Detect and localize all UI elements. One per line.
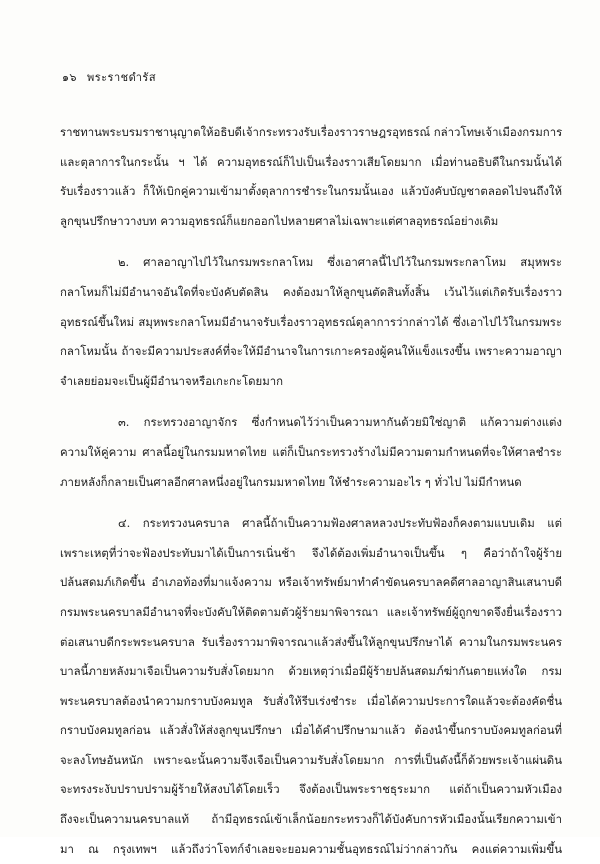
text-line: ๔. กระทรวงนครบาล ศาลนี้ถ้าเป็นความฟ้องศาลหลวงประทับฟ้องก็คงตามแบบเดิม แต่ — [118, 516, 562, 531]
text-line: ภายหลังก็กลายเป็นศาลอีกศาลหนึ่งอยู่ในกรมมหาดไทย ให้ชำระความอะไร ๆ ทั่วไป ไม่มีกำหนด — [60, 474, 522, 489]
body-text — [60, 118, 562, 864]
paragraph-1 — [60, 118, 562, 236]
text-line: พระนครบาลต้องนำความกราบบังคมทูล รับสั่งให้รีบเร่งชำระ เมื่อได้ความประการใดแล้วจะต้องคัดชื่น — [60, 693, 562, 708]
running-title: พระราชดำรัส — [86, 71, 157, 84]
page-number: ๑๖ — [62, 71, 77, 84]
paragraph-4 — [60, 509, 562, 864]
text-line: กลาโหมนั้น ถ้าจะมีความประสงค์ที่จะให้มีอำนาจในการเกาะครองผู้คนให้แข็งแรงขึ้น เพราะความอาญา — [60, 344, 562, 359]
text-line: ปล้นสดมภ์เกิดขึ้น อำเภอท้องที่มาแจ้งความ หรือเจ้าทรัพย์มาทำคำขัดนครบาลคดีศาลอาญาสินเสนาบดี — [60, 575, 562, 590]
text-line: บาลนี้ภายหลังมาเจือเป็นความรับสั่งโดยมาก ด้วยเหตุว่าเมื่อมีผู้ร้ายปล้นสดมภ์ฆ่ากันตายแห่งใด กรม — [60, 664, 562, 679]
text-line: มา ณ กรุงเทพฯ แล้วถึงว่าโจทก์จำเลยจะยอมความชั้นอุทธรณ์ไม่ว่ากล่าวกัน คงแต่ความเพิ่มขึ้น — [60, 841, 562, 856]
text-line: ๒. ศาลอาญาไปไว้ในกรมพระกลาโหม ซึ่งเอาศาลนี้ไปไว้ในกรมพระกลาโหม สมุหพระ — [118, 255, 562, 270]
text-line: กรมพระนครบาลมีอำนาจที่จะบังคับให้ติดตามตัวผู้ร้ายมาพิจารณา และเจ้าทรัพย์ผู้ถูกขาดจึงยื่นเรื่องราว — [60, 604, 562, 619]
text-line: ราชทานพระบรมราชานุญาตให้อธิบดีเจ้ากระทรวงรับเรื่องราวราษฎรอุทธรณ์ กล่าวโทษเจ้าเมืองกรมการ — [60, 125, 562, 139]
text-line: เพราะเหตุที่ว่าจะฟ้องประทับมาได้เป็นการเนิ่นช้า จึงได้ต้องเพิ่มอำนาจเป็นขึ้น ๆ คือว่าถ้าใจผู้ร้าย — [60, 545, 562, 560]
text-line: ต่อเสนาบดีกระพระนครบาล รับเรื่องราวมาพิจารณาแล้วส่งขึ้นให้ลูกขุนปรึกษาได้ ความในกรมพระนคร — [60, 634, 562, 649]
text-line: ถึงจะเป็นความนครบาลแท้ ถ้ามีอุทธรณ์เข้าเล็กน้อยกระทรวงก็ได้บังคับการหัวเมืองนั้นเรียกความเข้า — [60, 812, 562, 827]
text-line: จะทรงระงับปราบปรามผู้ร้ายให้สงบได้โดยเร็ว จึงต้องเป็นพระราชธุระมาก แต่ถ้าเป็นความหัวเมือง — [60, 782, 562, 797]
text-line: รับเรื่องราวแล้ว ก็ให้เบิกคู่ความเข้ามาตั้งตุลาการชำระในกรมนั้นเอง แล้วบังคับบัญชาตลอดไปจนถึงให้ — [60, 184, 562, 199]
paragraph-2 — [60, 248, 562, 396]
text-line: และตุลาการในกระนั้น ฯ ได้ ความอุทธรณ์ก็ไปเป็นเรื่องราวเสียโดยมาก เมื่อท่านอธิบดีในกรมนั้นได้ — [60, 154, 562, 169]
page-header — [62, 68, 156, 86]
text-line: กราบบังคมทูลก่อน แล้วสั่งให้ส่งลูกขุนปรึกษา เมื่อได้คำปรึกษามาแล้ว ต้องนำขึ้นกราบบังคมทูลก่อนที่ — [60, 723, 562, 738]
text-line: ความให้คู่ความ ศาลนี้อยู่ในกรมมหาดไทย แต่ก็เป็นกระทรวงร้างไม่มีความตามกำหนดที่จะให้ศาลชำระ — [60, 444, 562, 459]
text-line: อุทธรณ์ขึ้นใหม่ สมุหพระกลาโหมมีอำนาจรับเรื่องราวอุทธรณ์ตุลาการว่ากล่าวได้ ซึ่งเอาไปไว้ในกรมพระ — [60, 314, 562, 329]
text-line: ๓. กระทรวงอาญาจักร ซึ่งกำหนดไว้ว่าเป็นความหากันด้วยมิใช่ญาติ แก้ความต่างแต่ง — [118, 415, 562, 430]
text-line: จะลงโทษอันหนัก เพราะฉะนั้นความจึงเจือเป็นความรับสั่งโดยมาก การที่เป็นดังนี้ก็ด้วยพระเจ้าแผ่นดิน — [60, 752, 562, 767]
text-line: กลาโหมก็ไม่มีอำนาจอันใดที่จะบังคับตัดสิน คงต้องมาให้ลูกขุนตัดสินทั้งสิ้น เว้นไว้แต่เกิดรับเรื่องราว — [60, 284, 562, 299]
paragraph-3 — [60, 408, 562, 497]
text-line: จำเลยย่อมจะเป็นผู้มีอำนาจหรือเกะกะโดยมาก — [60, 373, 284, 388]
text-line: ลูกขุนปรึกษาวางบท ความอุทธรณ์ก็แยกออกไปหลายศาลไม่เฉพาะแต่ศาลอุทธรณ์อย่างเดิม — [60, 213, 499, 228]
